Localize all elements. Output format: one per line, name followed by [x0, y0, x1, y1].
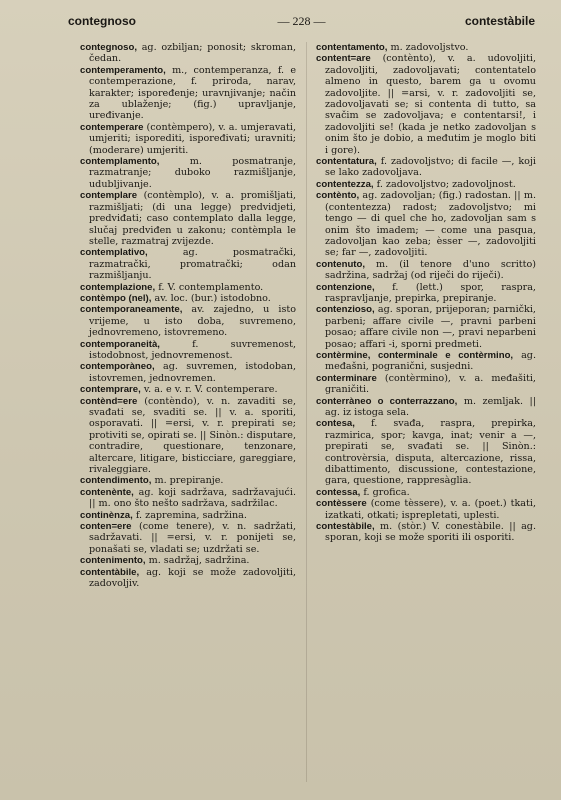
dictionary-entry — [316, 498, 536, 521]
entry-definition: v. a. e v. r. V. contemperare. — [140, 384, 278, 396]
entry-definition: f. suvremenost, istodobnost, jednovremenost. — [89, 338, 296, 361]
entry-definition: (contèmplo), v. a. promišljati, razmišljati; (di una legge) predvidjeti, predviđati; caso contemplato dalla legge, slučaj predviđen u zakonu; contèmpla le stelle, razmatraj zvijezde. — [89, 190, 296, 247]
dictionary-entry — [80, 567, 296, 590]
dictionary-entry — [80, 361, 296, 384]
dictionary-entry — [80, 293, 296, 304]
dictionary-entry — [80, 555, 296, 566]
dictionary-entry — [80, 339, 296, 362]
entry-definition: (come tèssere), v. a. (poet.) tkati, izatkati, otkati; isprepletati, uplesti. — [325, 498, 536, 521]
entry-definition: ag. međašni, pogranični, susjedni. — [325, 349, 536, 373]
entry-definition: f. zadovoljstvo; zadovoljnost. — [373, 178, 516, 190]
entry-headword: contentàbile, — [80, 566, 140, 578]
entry-headword: contèmpo (nel), — [80, 292, 152, 304]
entry-definition: m., contemperanza, f. e contemperazione, f. priroda, narav, karakter; ispoređenje; uravnjivanje; način za ublaženje; (fig.) upravljanje, uređivanje. — [89, 64, 296, 122]
entry-headword: conterràneo o conterrazzano, — [316, 395, 458, 407]
dictionary-entry — [80, 475, 296, 486]
entry-headword: contemporaneamente, — [80, 304, 183, 316]
entry-headword: contènd=ere — [80, 395, 138, 407]
entry-definition: av. zajedno, u isto vrijeme, u isto doba, suvremeno, jednovremeno, istovremeno. — [89, 304, 296, 339]
entry-definition: m. zemljak. || ag. iz istoga sela. — [325, 395, 536, 418]
entry-headword: contenuto, — [316, 258, 366, 270]
dictionary-entry — [316, 179, 536, 190]
entry-definition: m. zadovoljstvo. — [387, 42, 469, 53]
entry-definition: (contènto), v. a. udovoljiti, zadovoljiti, zadovoljavati; contentatelo almeno in questo, barem ga u ovomu zadovoljite. || =arsi, v. r. zadovoljiti se, zadovoljavati se; si contenta di tutto, sa svačim se zadovoljava; e contentarsi!, i zadovoljiti se! (kada je netko zadovoljan s onim što je dobio, a međutim je moglo biti i gore). — [325, 53, 536, 156]
entry-headword: conterminare — [316, 372, 377, 384]
entry-headword: contemplare — [80, 190, 138, 202]
entry-headword: contessa, — [316, 486, 361, 498]
entry-headword: contemperamento, — [80, 64, 166, 76]
entry-headword: contenzione, — [316, 281, 375, 293]
entry-headword: contemprare, — [80, 384, 141, 396]
entry-definition: ag. koji sadržava, sadržavajući. || m. ono što nešto sadržava, sadržilac. — [89, 486, 296, 510]
entry-headword: contèrmine, conterminale e contèrmino, — [316, 349, 514, 361]
dictionary-entry — [316, 156, 536, 179]
entry-headword: continènza, — [80, 509, 133, 521]
column-divider — [306, 42, 307, 782]
dictionary-entry — [80, 190, 296, 247]
dictionary-entry — [316, 259, 536, 282]
entry-headword: contesa, — [316, 418, 355, 430]
entry-definition: ag. ozbiljan; ponosit; skroman, čedan. — [89, 42, 296, 65]
entry-headword: contemplativo, — [80, 247, 148, 259]
entry-definition: m. posmatranje, razmatranje; duboko razmišljanje, udubljivanje. — [89, 156, 296, 190]
dictionary-entry — [80, 247, 296, 281]
entry-headword: contestàbile, — [316, 521, 375, 533]
dictionary-entry — [316, 190, 536, 258]
entry-definition: (contèndo), v. n. zavaditi se, svađati se, svaditi se. || v. a. sporiti, osporavati. || =ersi, v. r. prepirati se; protiviti se, opirati se. || Sinòn.: disputare, contradire, questionare, tenzonare, altercare, litigare, bisticciare, gareggiare, rivaleggiare. — [89, 395, 296, 476]
entry-definition: ag. koji se može zadovoljiti, zadovoljiv. — [89, 566, 296, 590]
entry-definition: m. sadržaj, sadržina. — [145, 555, 250, 567]
entry-definition: ag. suvremen, istodoban, istovremen, jednovremen. — [89, 361, 296, 384]
entry-headword: contemperare — [80, 121, 144, 133]
dictionary-entry — [80, 282, 296, 293]
entry-definition: ag. zadovoljan; (fig.) radostan. || m. (contentezza) radost; zadovoljstvo; mi tengo — di quel che ho, zadovoljan sam s onim što imadem; — come una pasqua, zadovoljan kao zeba; èsser —, zadovoljiti se; far —, zadovoljiti. — [325, 190, 536, 259]
entry-definition: m. (il tenore d'uno scritto) sadržina, sadržaj (od riječi do riječi). — [325, 258, 536, 282]
entry-definition: (contèrmino), v. a. međašiti, graničiti. — [325, 372, 536, 396]
entry-headword: contendimento, — [80, 475, 152, 487]
entry-headword: contenimento, — [80, 555, 146, 567]
dictionary-entry — [316, 373, 536, 396]
dictionary-entry — [80, 122, 296, 156]
entry-headword: contenènte, — [80, 486, 134, 498]
dictionary-entry — [80, 304, 296, 338]
dictionary-entry — [316, 396, 536, 419]
dictionary-entry — [80, 156, 296, 190]
dictionary-entry — [316, 42, 536, 53]
entry-definition: ag. posmatrački, razmatrački, promatrački; odan razmišljanju. — [89, 247, 296, 282]
dictionary-entry — [316, 53, 536, 156]
dictionary-entry — [316, 487, 536, 498]
running-header — [68, 14, 535, 32]
dictionary-entry — [80, 521, 296, 555]
entry-headword: contentamento, — [316, 42, 388, 53]
entry-definition: m. prepiranje. — [151, 475, 224, 487]
dictionary-entry — [316, 282, 536, 305]
entry-headword: contemplamento, — [80, 156, 160, 168]
entry-definition: (contèmpero), v. a. umjeravati, umjeriti; isporediti, ispoređivati; uravniti; (moderare) umjeriti. — [89, 121, 296, 156]
entry-definition: av. loc. (bur.) istodobno. — [151, 292, 271, 304]
left-column — [80, 42, 296, 790]
dictionary-entry — [80, 510, 296, 521]
entry-headword: contemplazione, — [80, 281, 156, 293]
header-left-guideword: contegnoso — [68, 14, 136, 28]
entry-headword: contenzioso, — [316, 304, 375, 316]
entry-headword: contènto, — [316, 190, 360, 202]
entry-headword: contemporàneo, — [80, 361, 155, 373]
entry-headword: contentatura, — [316, 156, 377, 168]
entry-definition: m. (stòr.) V. conestàbile. || ag. sporan, koji se može sporiti ili osporiti. — [325, 521, 536, 544]
entry-definition: f. zadovoljstvo; di facile —, koji se lako zadovoljava. — [325, 156, 536, 179]
dictionary-entry — [80, 396, 296, 476]
dictionary-entry — [80, 42, 296, 65]
entry-headword: contemporaneità, — [80, 338, 160, 350]
entry-headword: content=are — [316, 53, 371, 65]
dictionary-entry — [316, 521, 536, 544]
entry-definition: f. grofica. — [360, 486, 410, 498]
dictionary-entry — [316, 350, 536, 373]
dictionary-entry — [80, 384, 296, 395]
entry-headword: conten=ere — [80, 521, 132, 533]
entry-definition: f. svađa, raspra, prepirka, razmirica, spor; kavga, inat; venir a —, prepirati se, svađati se. || Sinòn.: controvèrsia, disputa, altercazione, rissa, dibattimento, discussione, contestazione, gara, questione, rappresàglia. — [325, 418, 536, 487]
entry-headword: contèssere — [316, 498, 367, 510]
entry-definition: ag. sporan, prijeporan; parnički, parbeni; affare civile —, pravni parbeni posao; affare civile non —, pravi neparbeni posao; affari -i, sporni predmeti. — [325, 304, 536, 350]
entry-headword: contentezza, — [316, 178, 374, 190]
header-right-guideword: contestàbile — [464, 14, 535, 28]
dictionary-entry — [316, 304, 536, 350]
entry-definition: (come tenere), v. n. sadržati, sadržavati. || =ersi, v. r. ponijeti se, ponašati se, vladati se; uzdržati se. — [89, 521, 296, 555]
dictionary-entry — [80, 65, 296, 122]
dictionary-entry — [316, 418, 536, 486]
page-number: — 228 — — [277, 14, 326, 28]
dictionary-entry — [80, 487, 296, 510]
entry-definition: f. zapremina, sadržina. — [132, 509, 247, 521]
entry-headword: contegnoso, — [80, 42, 138, 53]
entry-definition: f. V. contemplamento. — [155, 281, 264, 293]
right-column — [316, 42, 536, 790]
entry-definition: f. (lett.) spor, raspra, raspravljanje, prepirka, prepiranje. — [325, 281, 536, 304]
